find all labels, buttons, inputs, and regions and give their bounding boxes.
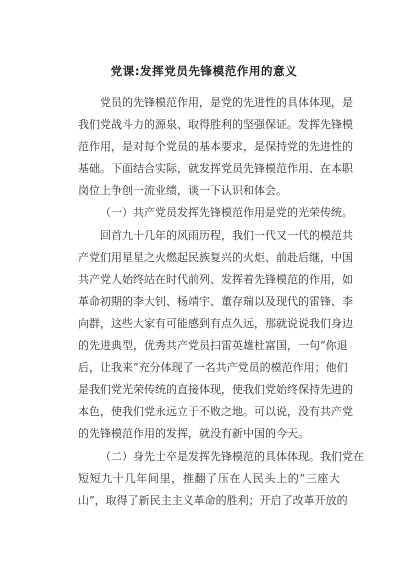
text-line: 我们党战斗力的源泉、取得胜利的坚强保证。发挥先锋模 [78,118,353,132]
text-line: 岗位上争创一流业绩，谈一下认识和体会。 [78,184,287,198]
text-line: 向群，这些大家有可能感到有点久远，那就说说我们身边 [78,316,353,330]
text-line: 山”，取得了新民主主义革命的胜利；开启了改革开放的 [78,493,348,507]
text-line: 短短九十几年间里，推翻了压在人民头上的“三座大 [78,471,340,485]
paragraph-heading-2 [78,446,364,512]
text-line: 后，让我来”充分体现了一名共产党员的模范作用；他们 [78,361,348,375]
section-heading: （二）身先士卒是发挥先锋模范的具体体现。我们党在 [100,449,364,463]
document-body [78,92,364,512]
document-title: 党课:发挥党员先锋模范作用的意义 [110,64,298,78]
text-line: 本色，使我们党永远立于不败之地。可以说，没有共产党 [78,405,353,419]
text-line: 的先锋模范作用的发挥，就没有新中国的今天。 [78,427,309,441]
text-line: 范作用，是对每个党员的基本要求，是保持党的先进性的 [78,140,353,154]
paragraph-history [78,225,353,446]
text-line: 革命初期的李大钊、杨靖宇、董存瑞以及现代的雷锋、李 [78,294,353,308]
section-heading: （一）共产党员发挥先锋模范作用是党的光荣传统。 [100,206,353,220]
text-line: 共产党人始终站在时代前列、发挥着先锋模范的作用，如 [78,272,353,286]
paragraph-heading-1 [78,202,353,224]
text-line: 的先进典型，优秀共产党员扫雷英雄杜富国，一句“你退 [78,339,348,353]
text-line: 回首九十几年的风雨历程，我们一代又一代的模范共 [100,228,353,242]
text-line: 是我们党光荣传统的直接体现，使我们党始终保持先进的 [78,383,353,397]
paragraph-intro [78,92,353,202]
text-line: 产党们用星星之火燃起民族复兴的火炬、前赴后继，中国 [78,250,353,264]
text-line: 党员的先锋模范作用，是党的先进性的具体体现，是 [100,96,353,109]
text-line: 基础。下面结合实际，就发挥党员先锋模范作用、在本职 [78,162,353,176]
